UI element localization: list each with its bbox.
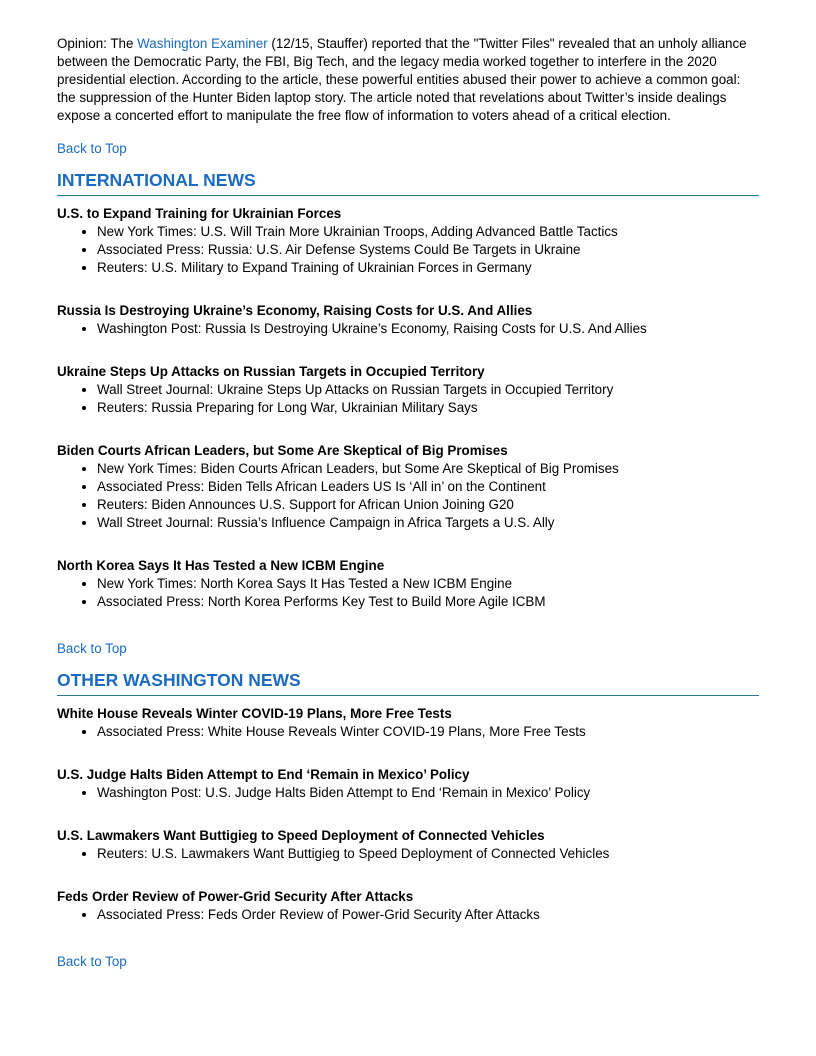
story	[57, 363, 759, 417]
back-to-top-link[interactable]: Back to Top	[57, 954, 127, 969]
story-title: U.S. Lawmakers Want Buttigieg to Speed Deployment of Connected Vehicles	[57, 828, 545, 843]
source-list-item: • Reuters: Biden Announces U.S. Support for African Union Joining G20	[97, 496, 759, 514]
story-title: White House Reveals Winter COVID-19 Plans, More Free Tests	[57, 706, 452, 721]
source-list-item: • Associated Press: White House Reveals Winter COVID-19 Plans, More Free Tests	[97, 723, 759, 741]
source-list-item: • Reuters: U.S. Lawmakers Want Buttigieg to Speed Deployment of Connected Vehicles	[97, 845, 759, 863]
story-source-list	[57, 381, 759, 417]
source-list-item: • Wall Street Journal: Ukraine Steps Up Attacks on Russian Targets in Occupied Territory	[97, 381, 759, 399]
source-list-item: • Reuters: U.S. Military to Expand Training of Ukrainian Forces in Germany	[97, 259, 759, 277]
source-list-item: • New York Times: U.S. Will Train More Ukrainian Troops, Adding Advanced Battle Tactics	[97, 223, 759, 241]
story-source-list	[57, 845, 759, 863]
story-title: North Korea Says It Has Tested a New ICBM Engine	[57, 558, 385, 573]
opinion-prefix: Opinion: The	[57, 36, 138, 51]
international-news-heading: INTERNATIONAL NEWS	[57, 170, 759, 196]
opinion-body: (12/15, Stauffer) reported that the "Twitter Files" revealed that an unholy alliance between the Democratic Party, the FBI, Big Tech, and the legacy media worked together to interfere in the 2020 presidential election. According to the article, these powerful entities abused their power to achieve a common goal: the suppression of the Hunter Biden laptop story. The article noted that revelations about Twitter’s inside dealings expose a concerted effort to manipulate the free flow of information to voters ahead of a critical election.	[57, 36, 747, 123]
story	[57, 827, 759, 863]
story	[57, 302, 759, 338]
story-title: Russia Is Destroying Ukraine’s Economy, Raising Costs for U.S. And Allies	[57, 303, 533, 318]
source-list-item: • Associated Press: North Korea Performs Key Test to Build More Agile ICBM	[97, 593, 759, 611]
source-list-item: • Associated Press: Feds Order Review of Power-Grid Security After Attacks	[97, 906, 759, 924]
source-list-item: • Associated Press: Biden Tells African Leaders US Is ‘All in’ on the Continent	[97, 478, 759, 496]
story	[57, 205, 759, 277]
source-list-item: • New York Times: Biden Courts African Leaders, but Some Are Skeptical of Big Promises	[97, 460, 759, 478]
washington-examiner-link[interactable]: Washington Examiner	[137, 36, 268, 51]
story	[57, 766, 759, 802]
story-source-list	[57, 575, 759, 611]
source-list-item: • Associated Press: Russia: U.S. Air Defense Systems Could Be Targets in Ukraine	[97, 241, 759, 259]
source-list-item: • Washington Post: Russia Is Destroying Ukraine’s Economy, Raising Costs for U.S. And Allies	[97, 320, 759, 338]
source-list-item: • Wall Street Journal: Russia’s Influence Campaign in Africa Targets a U.S. Ally	[97, 514, 759, 532]
story-title: U.S. to Expand Training for Ukrainian Forces	[57, 206, 342, 221]
story-source-list	[57, 223, 759, 277]
story	[57, 557, 759, 611]
source-list-item: • Reuters: Russia Preparing for Long War, Ukrainian Military Says	[97, 399, 759, 417]
story	[57, 705, 759, 741]
washington-stories	[57, 705, 759, 924]
story-source-list	[57, 784, 759, 802]
story-source-list	[57, 906, 759, 924]
story-source-list	[57, 723, 759, 741]
back-to-top-link[interactable]: Back to Top	[57, 141, 127, 156]
story-title: Biden Courts African Leaders, but Some Are Skeptical of Big Promises	[57, 443, 508, 458]
story	[57, 888, 759, 924]
story-title: Feds Order Review of Power-Grid Security After Attacks	[57, 889, 414, 904]
back-to-top-link[interactable]: Back to Top	[57, 641, 127, 656]
source-list-item: • New York Times: North Korea Says It Has Tested a New ICBM Engine	[97, 575, 759, 593]
story-source-list	[57, 320, 759, 338]
other-washington-news-heading: OTHER WASHINGTON NEWS	[57, 670, 759, 696]
international-stories	[57, 205, 759, 611]
story-source-list	[57, 460, 759, 532]
story-title: U.S. Judge Halts Biden Attempt to End ‘Remain in Mexico’ Policy	[57, 767, 470, 782]
story-title: Ukraine Steps Up Attacks on Russian Targets in Occupied Territory	[57, 364, 485, 379]
opinion-paragraph	[57, 35, 759, 125]
source-list-item: • Washington Post: U.S. Judge Halts Biden Attempt to End ‘Remain in Mexico’ Policy	[97, 784, 759, 802]
story	[57, 442, 759, 532]
